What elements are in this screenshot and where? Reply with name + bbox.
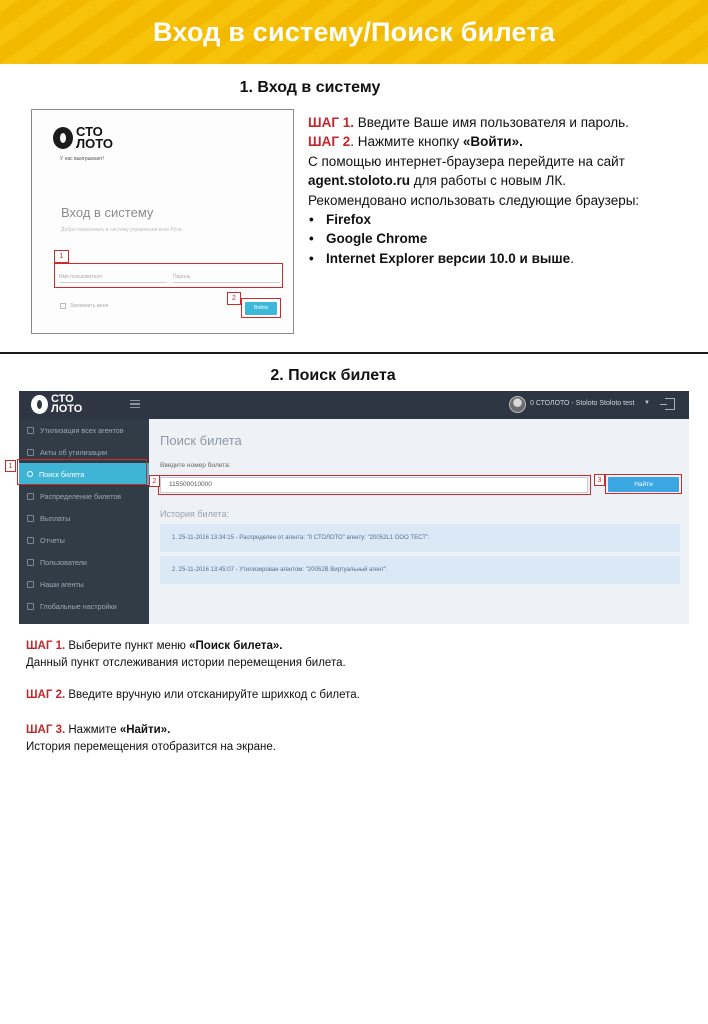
stoloto-logo-icon	[53, 127, 73, 149]
checkbox-icon	[60, 303, 66, 309]
ticket-number-input[interactable]: 115500010000	[160, 477, 588, 493]
step-1-text: Выберите пункт меню	[65, 640, 190, 652]
login-heading: Вход в систему	[61, 205, 154, 220]
login-subtitle: Добро пожаловать в систему управления всех Руси.	[61, 227, 183, 233]
browser-list-period: .	[570, 250, 574, 266]
marker-2: 2	[149, 475, 160, 487]
browser-item: • Firefox	[308, 210, 703, 229]
sidebar-item-agents[interactable]	[19, 573, 149, 595]
login-screenshot	[31, 109, 294, 334]
trash-icon	[27, 449, 34, 456]
sidebar	[19, 419, 149, 624]
login-instructions	[308, 113, 703, 268]
chart-icon	[27, 537, 34, 544]
sidebar-item-label: Отчеты	[40, 535, 65, 545]
app-logo[interactable]	[31, 394, 82, 414]
password-field[interactable]: Пароль	[173, 269, 280, 283]
sidebar-item-distribution[interactable]	[19, 485, 149, 507]
ticket-number-label: Введите номер билета:	[160, 462, 231, 469]
instruction-step-2	[308, 132, 703, 151]
bottom-step-1-line-1	[26, 638, 346, 655]
browser-item	[308, 249, 703, 268]
gear-icon	[27, 603, 34, 610]
highlight-ticket-input	[158, 475, 591, 495]
user-avatar[interactable]	[509, 396, 526, 413]
header-banner	[0, 0, 708, 64]
sidebar-item-label: Выплаты	[40, 513, 71, 523]
ticket-search-screenshot	[8, 391, 689, 624]
sidebar-item-label: Глобальные настройки	[40, 601, 117, 611]
logo-text	[76, 126, 113, 150]
remember-label: Запомнить меня	[70, 303, 109, 309]
browser-item-label: Internet Explorer версии 10.0 и выше	[326, 250, 571, 266]
highlight-credentials	[54, 263, 283, 288]
step-2-label: ШАГ 2.	[26, 689, 66, 701]
bottom-step-2	[26, 687, 360, 704]
bottom-step-3-line-1	[26, 722, 276, 739]
marker-3: 3	[594, 474, 605, 486]
step-3-label: ШАГ 3.	[26, 724, 66, 736]
step-2-text: . Нажмите кнопку	[350, 134, 463, 150]
wallet-icon	[27, 515, 34, 522]
bottom-step-3	[26, 722, 276, 756]
step-2-button-name: «Войти».	[462, 134, 523, 150]
distribution-icon	[27, 493, 34, 500]
browser-item: • Google Chrome	[308, 229, 703, 248]
sidebar-item-label: Наши агенты	[40, 579, 84, 589]
sidebar-item-label: Распределение билетов	[40, 491, 122, 501]
step-1-label: ШАГ 1.	[308, 115, 354, 130]
logo-slogan: У нас выигрывают!	[60, 156, 104, 162]
highlight-find-button	[605, 474, 682, 494]
find-button[interactable]: Найти	[608, 477, 679, 492]
logo-text	[51, 394, 82, 414]
user-name[interactable]: 0 СТОЛОТО - Stoloto Stoloto test	[530, 400, 635, 407]
step-2-text: Введите вручную или отсканируйте шрихкод с билета.	[65, 689, 360, 701]
sidebar-item-users[interactable]	[19, 551, 149, 573]
sidebar-item-label: Акты об утилизации	[40, 447, 108, 457]
users-icon	[27, 559, 34, 566]
banner-title: Вход в систему/Поиск билета	[153, 16, 555, 47]
login-button[interactable]: Войти	[245, 302, 277, 315]
bottom-step-1-line-2: Данный пункт отслеживания истории перемещения билета.	[26, 657, 346, 669]
sidebar-item-label: Утилизация всех агентов	[40, 425, 124, 435]
logo-line-2: ЛОТО	[76, 135, 113, 151]
username-field[interactable]: Имя пользователя	[59, 269, 167, 283]
page-title: Поиск билета	[160, 433, 242, 448]
marker-1: 1	[54, 250, 69, 263]
bottom-step-2-line-1	[26, 687, 360, 704]
sidebar-item-payouts[interactable]	[19, 507, 149, 529]
marker-1: 1	[5, 460, 16, 472]
browser-list	[308, 210, 703, 268]
step-1-label: ШАГ 1.	[26, 640, 66, 652]
logo-line-1: СТО	[51, 393, 74, 405]
instruction-step-1	[308, 113, 703, 132]
marker-2: 2	[227, 292, 241, 305]
history-item: 1. 25-11-2016 13:34:15 - Распределен от агента: "0 СТОЛОТО" агенту: "20052L1 ООО ТЕСТ".	[160, 524, 680, 552]
step-2-label: ШАГ 2	[308, 134, 351, 150]
sidebar-item-reports[interactable]	[19, 529, 149, 551]
stoloto-logo	[53, 126, 113, 150]
step-1-menu-name: «Поиск билета».	[189, 640, 283, 652]
step-1-text: Введите Ваше имя пользователя и пароль.	[353, 115, 629, 130]
logo-line-1: СТО	[76, 124, 103, 139]
logo-line-2: ЛОТО	[51, 403, 83, 416]
sidebar-item-disposal-all[interactable]	[19, 419, 149, 441]
section-title-login: 1. Вход в систему	[239, 79, 381, 96]
sidebar-item-label: Пользователи	[40, 557, 87, 567]
app-topbar	[19, 391, 689, 419]
section-divider	[0, 352, 708, 354]
instruction-line-3: С помощью интернет-браузера перейдите на сайт	[308, 153, 625, 169]
history-item: 2. 25-11-2016 13:45:07 - Утилизирован агентом: "20052В Виртуальный агент".	[160, 556, 680, 584]
section-title-search: 2. Поиск билета	[270, 367, 396, 384]
history-heading: История билета:	[160, 509, 230, 519]
logout-icon[interactable]	[665, 398, 675, 410]
highlight-login-button	[241, 298, 281, 318]
step-3-text: Нажмите	[65, 724, 120, 736]
remember-me-checkbox[interactable]	[60, 303, 108, 309]
trash-icon	[27, 427, 34, 434]
agents-icon	[27, 581, 34, 588]
stoloto-logo-icon	[31, 395, 48, 414]
site-link[interactable]: agent.stoloto.ru	[308, 173, 410, 189]
chevron-down-icon[interactable]: ▼	[644, 400, 650, 406]
sidebar-item-global-settings[interactable]	[19, 595, 149, 617]
sidebar-item-label: Поиск билета	[39, 469, 85, 479]
bottom-step-1	[26, 638, 346, 672]
step-3-button-name: «Найти».	[119, 724, 171, 736]
hamburger-menu-icon[interactable]	[130, 400, 140, 408]
highlight-sidebar-search	[17, 459, 147, 485]
line-4-tail: для работы с новым ЛК.	[410, 173, 567, 189]
instruction-line-5: Рекомендовано использовать следующие браузеры:	[308, 192, 640, 208]
instruction-line-4	[308, 171, 703, 190]
bottom-step-3-line-2: История перемещения отобразится на экране.	[26, 741, 276, 753]
